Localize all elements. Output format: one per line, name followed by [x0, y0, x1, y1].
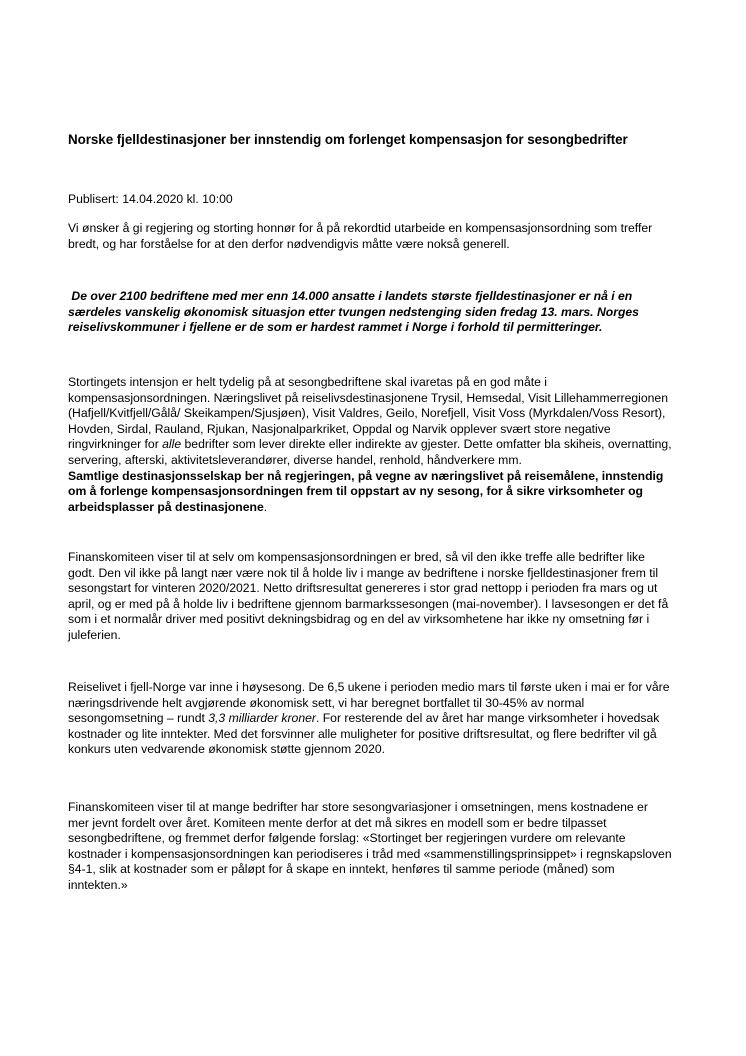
- text-line: mer jevnt fordelt over året. Komiteen mente derfor at det må sikres en modell som er bedre tilpasset: [68, 815, 607, 830]
- emphasis-text: 3,3 milliarder kroner: [208, 711, 316, 726]
- text-segment: . For resterende del av året har mange virksomheter i hovedsak: [315, 711, 660, 726]
- text-line: Hovden, Sirdal, Rauland, Rjukan, Nasjonalparkriket, Oppdal og Narvik opplever svært store negative: [68, 421, 611, 436]
- text-segment: sesongomsetning – rundt: [68, 711, 209, 726]
- text-line: Reiselivet i fjell-Norge var inne i høysesong. De 6,5 ukene i perioden medio mars til første uken i mai er for våre: [68, 680, 670, 694]
- text-line: som i et normalår driver med positivt dekningsbidrag og en del av virksomhetene har ikke ny omsetning før i: [68, 612, 650, 627]
- text-line: godt. Den vil ikke på langt nær være nok til å holde liv i mange av bedriftene i norske fjelldestinasjoner frem til: [68, 565, 659, 580]
- text-line: inntekten.»: [68, 877, 128, 892]
- document-title: Norske fjelldestinasjoner ber innstendig om forlenget kompensasjon for sesongbedrifter: [68, 132, 628, 147]
- bold-line: Samtlige destinasjonsselskap ber nå regjeringen, på vegne av næringslivet på reisemålene, innstendig: [68, 468, 664, 483]
- text-line: Stortingets intensjon er helt tydelig på at sesongbedriftene skal ivaretas på en god måte i: [68, 375, 547, 389]
- destinations-paragraph: [68, 375, 688, 515]
- high-season-paragraph: [68, 680, 688, 758]
- text-line: sesongstart for vinteren 2020/2021. Netto driftsresultat genereres i stor grad nettopp i perioden fra mars og ut: [68, 581, 658, 596]
- text-line: sesongbedriftene, og fremmet derfor følgende forslag: «Stortinget ber regjeringen vurdere om relevante: [68, 831, 626, 846]
- committee-paragraph: [68, 550, 688, 644]
- text-segment: ringvirkninger for: [68, 437, 163, 452]
- text-line: §4-1, slik at kostnader som er påløpt for å skape en inntekt, henføres til samme periode (måned) som: [68, 862, 615, 877]
- text-line: juleferien.: [68, 627, 121, 642]
- text-line: Finanskomiteen viser til at selv om kompensasjonsordningen er bred, så vil den ikke treffe alle bedrifter like: [68, 550, 645, 564]
- text-line: Vi ønsker å gi regjering og storting honnør for å på rekordtid utarbeide en kompensasjonsordning som treffer: [68, 221, 653, 235]
- text-line: De over 2100 bedriftene med mer enn 14.000 ansatte i landets største fjelldestinasjoner er nå i en: [68, 289, 633, 303]
- text-line: særdeles vanskelig økonomisk situasjon etter tvungen nedstenging siden fredag 13. mars. Norges: [68, 304, 639, 319]
- text-line: reiselivskommuner i fjellene er de som er hardest rammet i Norge i forhold til permitteringer.: [68, 320, 603, 335]
- text-line: april, og er med på å holde liv i bedriftene gjennom barmarkssesongen (mai-november). I lavsesongen er det få: [68, 596, 669, 611]
- bold-segment: arbeidsplasser på destinasjonene: [68, 499, 264, 514]
- bold-line: om å forlenge kompensasjonsordningen frem til oppstart av ny sesong, for å sikre virksomheter og: [68, 484, 643, 499]
- text-line: kompensasjonsordningen. Næringslivet på reiselivsdestinasjonene Trysil, Hemsedal, Visit Lillehammerregionen: [68, 390, 668, 405]
- text-line: næringsdrivende helt avgjørende økonomisk sett, vi har beregnet bortfallet til 30-45% av normal: [68, 695, 585, 710]
- text-line: [68, 437, 688, 453]
- published-date: Publisert: 14.04.2020 kl. 10:00: [68, 192, 233, 206]
- emphasis-text: alle: [162, 437, 182, 452]
- text-line: bredt, og har forståelse for at den derfor nødvendigvis måtte være nokså generell.: [68, 236, 510, 251]
- text-line: (Hafjell/Kvitfjell/Gålå/ Skeikampen/Sjusjøen), Visit Valdres, Geilo, Norefjell, Visit Voss (Myrkdalen/Voss Resort),: [68, 406, 666, 421]
- proposal-paragraph: [68, 800, 688, 894]
- text-line: kostnader i kompensasjonsordningen kan periodiseres i tråd med «sammenstillingsprinsippet» i regnskapsloven: [68, 846, 672, 861]
- highlight-paragraph: [68, 289, 688, 336]
- text-line: kostnader og lite inntekter. Med det forsvinner alle muligheter for positive driftsresultat, og flere bedrifter vil gå: [68, 726, 657, 741]
- intro-paragraph: [68, 221, 688, 252]
- text-segment: bedrifter som lever direkte eller indirekte av gjester. Dette omfatter bla skiheis, overnatting,: [181, 437, 672, 452]
- text-segment: .: [263, 499, 268, 514]
- text-line: [68, 711, 688, 727]
- text-line: servering, afterski, aktivitetsleverandører, diverse handel, renhold, håndverkere mm.: [68, 452, 522, 467]
- text-line: Finanskomiteen viser til at mange bedrifter har store sesongvariasjoner i omsetningen, mens kostnadene er: [68, 800, 648, 814]
- text-line: konkurs uten vedvarende økonomisk støtte gjennom 2020.: [68, 742, 386, 757]
- text-line: [68, 500, 688, 516]
